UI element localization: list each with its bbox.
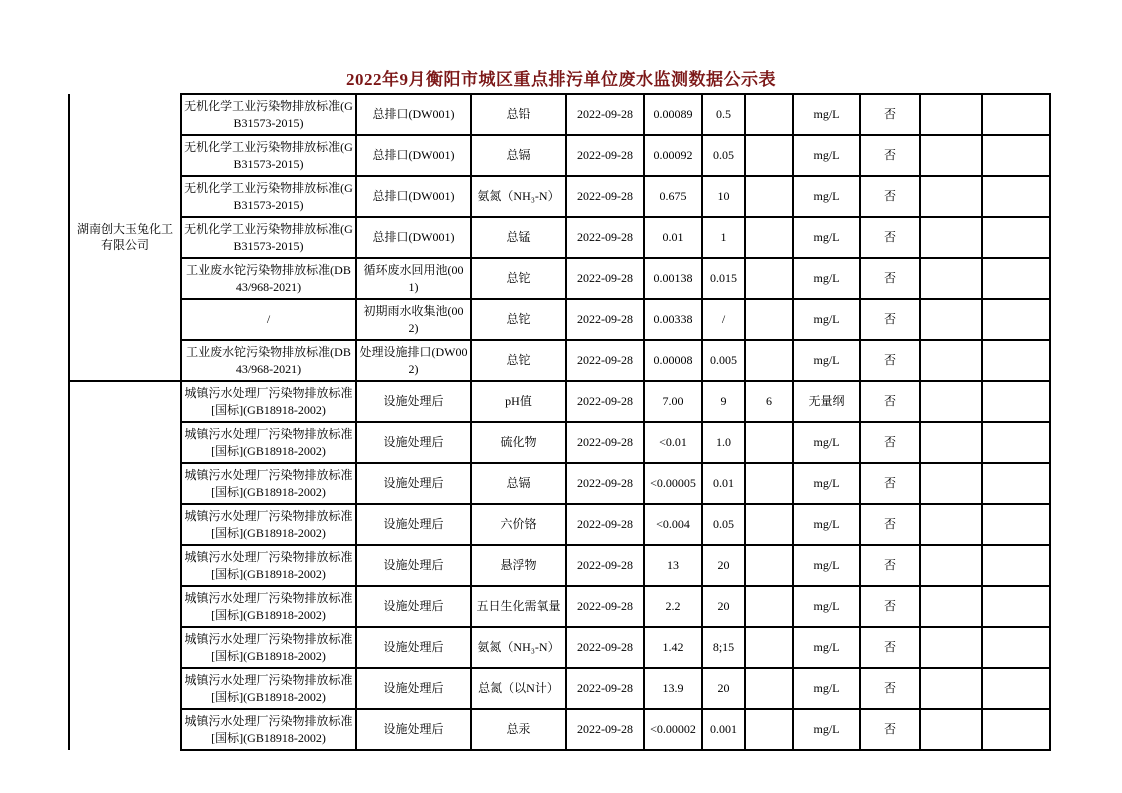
table-row bbox=[69, 217, 1050, 258]
cell-measured-value: 0.00138 bbox=[644, 258, 702, 299]
cell-empty-1 bbox=[920, 586, 982, 627]
cell-empty-2 bbox=[982, 176, 1050, 217]
table-row bbox=[69, 258, 1050, 299]
cell-outlet: 设施处理后 bbox=[356, 627, 471, 668]
cell-unit: mg/L bbox=[793, 668, 860, 709]
cell-exceeded-flag: 否 bbox=[860, 668, 920, 709]
table-row bbox=[69, 668, 1050, 709]
table-row bbox=[69, 381, 1050, 422]
cell-standard: / bbox=[181, 299, 356, 340]
cell-monitor-date: 2022-09-28 bbox=[566, 463, 644, 504]
table-row bbox=[69, 463, 1050, 504]
cell-exceeded-flag: 否 bbox=[860, 299, 920, 340]
cell-limit-lower bbox=[745, 340, 793, 381]
cell-limit-lower bbox=[745, 176, 793, 217]
cell-pollutant: 硫化物 bbox=[471, 422, 566, 463]
cell-measured-value: <0.00002 bbox=[644, 709, 702, 750]
cell-empty-2 bbox=[982, 381, 1050, 422]
cell-pollutant: 总铊 bbox=[471, 258, 566, 299]
cell-monitor-date: 2022-09-28 bbox=[566, 504, 644, 545]
cell-standard: 城镇污水处理厂污染物排放标准[国标](GB18918-2002) bbox=[181, 463, 356, 504]
cell-measured-value: 0.00089 bbox=[644, 94, 702, 135]
table-row bbox=[69, 504, 1050, 545]
cell-exceeded-flag: 否 bbox=[860, 463, 920, 504]
cell-empty-2 bbox=[982, 627, 1050, 668]
cell-limit-lower bbox=[745, 668, 793, 709]
cell-limit-value: 20 bbox=[702, 586, 745, 627]
cell-standard: 无机化学工业污染物排放标准(GB31573-2015) bbox=[181, 176, 356, 217]
table-row bbox=[69, 709, 1050, 750]
cell-limit-lower bbox=[745, 299, 793, 340]
cell-outlet: 设施处理后 bbox=[356, 381, 471, 422]
cell-limit-value: 1.0 bbox=[702, 422, 745, 463]
cell-monitor-date: 2022-09-28 bbox=[566, 627, 644, 668]
cell-outlet: 设施处理后 bbox=[356, 504, 471, 545]
cell-monitor-date: 2022-09-28 bbox=[566, 586, 644, 627]
cell-standard: 城镇污水处理厂污染物排放标准[国标](GB18918-2002) bbox=[181, 545, 356, 586]
cell-empty-1 bbox=[920, 176, 982, 217]
cell-unit: mg/L bbox=[793, 422, 860, 463]
cell-monitor-date: 2022-09-28 bbox=[566, 94, 644, 135]
cell-empty-1 bbox=[920, 504, 982, 545]
cell-pollutant: 五日生化需氧量 bbox=[471, 586, 566, 627]
cell-standard: 城镇污水处理厂污染物排放标准[国标](GB18918-2002) bbox=[181, 422, 356, 463]
cell-empty-2 bbox=[982, 258, 1050, 299]
cell-exceeded-flag: 否 bbox=[860, 258, 920, 299]
cell-unit: mg/L bbox=[793, 299, 860, 340]
cell-limit-lower bbox=[745, 504, 793, 545]
cell-unit: mg/L bbox=[793, 176, 860, 217]
cell-measured-value: 7.00 bbox=[644, 381, 702, 422]
cell-pollutant: 氨氮（NH₃-N） bbox=[471, 176, 566, 217]
table-row bbox=[69, 94, 1050, 135]
cell-limit-value: 10 bbox=[702, 176, 745, 217]
cell-monitor-date: 2022-09-28 bbox=[566, 258, 644, 299]
cell-outlet: 设施处理后 bbox=[356, 709, 471, 750]
cell-measured-value: 0.675 bbox=[644, 176, 702, 217]
cell-pollutant: 氨氮（NH₃-N） bbox=[471, 627, 566, 668]
cell-measured-value: 1.42 bbox=[644, 627, 702, 668]
cell-unit: mg/L bbox=[793, 135, 860, 176]
cell-empty-2 bbox=[982, 217, 1050, 258]
cell-limit-value: 9 bbox=[702, 381, 745, 422]
cell-limit-lower bbox=[745, 709, 793, 750]
cell-empty-1 bbox=[920, 545, 982, 586]
cell-pollutant: 总铅 bbox=[471, 94, 566, 135]
cell-empty-1 bbox=[920, 709, 982, 750]
cell-empty-2 bbox=[982, 299, 1050, 340]
cell-exceeded-flag: 否 bbox=[860, 135, 920, 176]
cell-outlet: 总排口(DW001) bbox=[356, 135, 471, 176]
cell-outlet: 总排口(DW001) bbox=[356, 176, 471, 217]
table-row bbox=[69, 586, 1050, 627]
cell-limit-lower bbox=[745, 258, 793, 299]
cell-monitor-date: 2022-09-28 bbox=[566, 381, 644, 422]
cell-limit-lower bbox=[745, 94, 793, 135]
cell-empty-1 bbox=[920, 381, 982, 422]
cell-unit: 无量纲 bbox=[793, 381, 860, 422]
cell-monitor-date: 2022-09-28 bbox=[566, 299, 644, 340]
cell-pollutant: 总锰 bbox=[471, 217, 566, 258]
cell-limit-lower bbox=[745, 422, 793, 463]
cell-pollutant: pH值 bbox=[471, 381, 566, 422]
cell-limit-value: 0.5 bbox=[702, 94, 745, 135]
cell-unit: mg/L bbox=[793, 217, 860, 258]
cell-outlet: 总排口(DW001) bbox=[356, 94, 471, 135]
cell-empty-2 bbox=[982, 668, 1050, 709]
cell-exceeded-flag: 否 bbox=[860, 627, 920, 668]
cell-exceeded-flag: 否 bbox=[860, 709, 920, 750]
monitoring-table bbox=[68, 93, 1051, 751]
cell-empty-1 bbox=[920, 463, 982, 504]
cell-standard: 无机化学工业污染物排放标准(GB31573-2015) bbox=[181, 135, 356, 176]
cell-monitor-date: 2022-09-28 bbox=[566, 668, 644, 709]
cell-empty-2 bbox=[982, 586, 1050, 627]
cell-measured-value: <0.00005 bbox=[644, 463, 702, 504]
cell-unit: mg/L bbox=[793, 545, 860, 586]
table-row bbox=[69, 627, 1050, 668]
cell-exceeded-flag: 否 bbox=[860, 381, 920, 422]
cell-limit-value: 0.01 bbox=[702, 463, 745, 504]
cell-limit-value: / bbox=[702, 299, 745, 340]
cell-outlet: 处理设施排口(DW002) bbox=[356, 340, 471, 381]
cell-exceeded-flag: 否 bbox=[860, 340, 920, 381]
cell-unit: mg/L bbox=[793, 709, 860, 750]
cell-measured-value: 0.00092 bbox=[644, 135, 702, 176]
cell-empty-1 bbox=[920, 217, 982, 258]
cell-standard: 无机化学工业污染物排放标准(GB31573-2015) bbox=[181, 94, 356, 135]
cell-standard: 工业废水铊污染物排放标准(DB43/968-2021) bbox=[181, 340, 356, 381]
cell-unit: mg/L bbox=[793, 463, 860, 504]
table-row bbox=[69, 299, 1050, 340]
cell-empty-1 bbox=[920, 340, 982, 381]
cell-monitor-date: 2022-09-28 bbox=[566, 422, 644, 463]
cell-measured-value: 0.01 bbox=[644, 217, 702, 258]
cell-company-name bbox=[69, 381, 181, 750]
cell-limit-lower bbox=[745, 586, 793, 627]
cell-empty-2 bbox=[982, 545, 1050, 586]
cell-standard: 无机化学工业污染物排放标准(GB31573-2015) bbox=[181, 217, 356, 258]
cell-limit-value: 0.05 bbox=[702, 504, 745, 545]
cell-standard: 城镇污水处理厂污染物排放标准[国标](GB18918-2002) bbox=[181, 627, 356, 668]
cell-exceeded-flag: 否 bbox=[860, 545, 920, 586]
cell-limit-lower bbox=[745, 135, 793, 176]
cell-pollutant: 总镉 bbox=[471, 463, 566, 504]
cell-standard: 城镇污水处理厂污染物排放标准[国标](GB18918-2002) bbox=[181, 381, 356, 422]
cell-empty-1 bbox=[920, 258, 982, 299]
cell-monitor-date: 2022-09-28 bbox=[566, 217, 644, 258]
cell-limit-lower bbox=[745, 463, 793, 504]
cell-limit-value: 0.015 bbox=[702, 258, 745, 299]
cell-unit: mg/L bbox=[793, 94, 860, 135]
cell-monitor-date: 2022-09-28 bbox=[566, 709, 644, 750]
cell-empty-2 bbox=[982, 340, 1050, 381]
cell-monitor-date: 2022-09-28 bbox=[566, 340, 644, 381]
cell-empty-1 bbox=[920, 94, 982, 135]
cell-exceeded-flag: 否 bbox=[860, 586, 920, 627]
cell-pollutant: 六价铬 bbox=[471, 504, 566, 545]
cell-company-name: 湖南创大玉兔化工有限公司 bbox=[69, 94, 181, 381]
cell-monitor-date: 2022-09-28 bbox=[566, 176, 644, 217]
cell-measured-value: 0.00338 bbox=[644, 299, 702, 340]
cell-limit-lower bbox=[745, 627, 793, 668]
cell-standard: 城镇污水处理厂污染物排放标准[国标](GB18918-2002) bbox=[181, 586, 356, 627]
cell-exceeded-flag: 否 bbox=[860, 422, 920, 463]
cell-unit: mg/L bbox=[793, 340, 860, 381]
cell-measured-value: <0.004 bbox=[644, 504, 702, 545]
cell-empty-2 bbox=[982, 504, 1050, 545]
cell-outlet: 设施处理后 bbox=[356, 463, 471, 504]
cell-empty-1 bbox=[920, 135, 982, 176]
table-row bbox=[69, 340, 1050, 381]
cell-outlet: 循环废水回用池(001) bbox=[356, 258, 471, 299]
table-row bbox=[69, 545, 1050, 586]
page-title: 2022年9月衡阳市城区重点排污单位废水监测数据公示表 bbox=[346, 70, 776, 89]
cell-unit: mg/L bbox=[793, 258, 860, 299]
table-body bbox=[69, 94, 1050, 750]
cell-limit-value: 0.05 bbox=[702, 135, 745, 176]
cell-outlet: 设施处理后 bbox=[356, 422, 471, 463]
cell-exceeded-flag: 否 bbox=[860, 504, 920, 545]
cell-measured-value: <0.01 bbox=[644, 422, 702, 463]
cell-limit-value: 8;15 bbox=[702, 627, 745, 668]
cell-measured-value: 2.2 bbox=[644, 586, 702, 627]
cell-exceeded-flag: 否 bbox=[860, 176, 920, 217]
cell-empty-1 bbox=[920, 627, 982, 668]
cell-limit-lower bbox=[745, 217, 793, 258]
cell-limit-value: 0.001 bbox=[702, 709, 745, 750]
cell-empty-2 bbox=[982, 709, 1050, 750]
cell-standard: 工业废水铊污染物排放标准(DB43/968-2021) bbox=[181, 258, 356, 299]
cell-empty-1 bbox=[920, 422, 982, 463]
cell-measured-value: 13.9 bbox=[644, 668, 702, 709]
cell-outlet: 总排口(DW001) bbox=[356, 217, 471, 258]
cell-limit-lower bbox=[745, 545, 793, 586]
cell-outlet: 设施处理后 bbox=[356, 545, 471, 586]
cell-unit: mg/L bbox=[793, 586, 860, 627]
table-row bbox=[69, 176, 1050, 217]
cell-unit: mg/L bbox=[793, 627, 860, 668]
cell-exceeded-flag: 否 bbox=[860, 94, 920, 135]
cell-measured-value: 0.00008 bbox=[644, 340, 702, 381]
cell-empty-2 bbox=[982, 135, 1050, 176]
cell-limit-value: 20 bbox=[702, 668, 745, 709]
cell-pollutant: 总镉 bbox=[471, 135, 566, 176]
cell-measured-value: 13 bbox=[644, 545, 702, 586]
cell-outlet: 设施处理后 bbox=[356, 586, 471, 627]
cell-empty-1 bbox=[920, 668, 982, 709]
cell-monitor-date: 2022-09-28 bbox=[566, 135, 644, 176]
table-row bbox=[69, 422, 1050, 463]
cell-pollutant: 总铊 bbox=[471, 340, 566, 381]
cell-empty-2 bbox=[982, 94, 1050, 135]
cell-pollutant: 总铊 bbox=[471, 299, 566, 340]
cell-pollutant: 总汞 bbox=[471, 709, 566, 750]
cell-empty-1 bbox=[920, 299, 982, 340]
cell-standard: 城镇污水处理厂污染物排放标准[国标](GB18918-2002) bbox=[181, 709, 356, 750]
cell-limit-lower: 6 bbox=[745, 381, 793, 422]
cell-limit-value: 20 bbox=[702, 545, 745, 586]
cell-limit-value: 1 bbox=[702, 217, 745, 258]
cell-outlet: 设施处理后 bbox=[356, 668, 471, 709]
cell-monitor-date: 2022-09-28 bbox=[566, 545, 644, 586]
cell-standard: 城镇污水处理厂污染物排放标准[国标](GB18918-2002) bbox=[181, 504, 356, 545]
cell-pollutant: 悬浮物 bbox=[471, 545, 566, 586]
cell-unit: mg/L bbox=[793, 504, 860, 545]
cell-empty-2 bbox=[982, 463, 1050, 504]
cell-outlet: 初期雨水收集池(002) bbox=[356, 299, 471, 340]
cell-limit-value: 0.005 bbox=[702, 340, 745, 381]
cell-pollutant: 总氮（以N计） bbox=[471, 668, 566, 709]
cell-exceeded-flag: 否 bbox=[860, 217, 920, 258]
cell-empty-2 bbox=[982, 422, 1050, 463]
table-row bbox=[69, 135, 1050, 176]
cell-standard: 城镇污水处理厂污染物排放标准[国标](GB18918-2002) bbox=[181, 668, 356, 709]
